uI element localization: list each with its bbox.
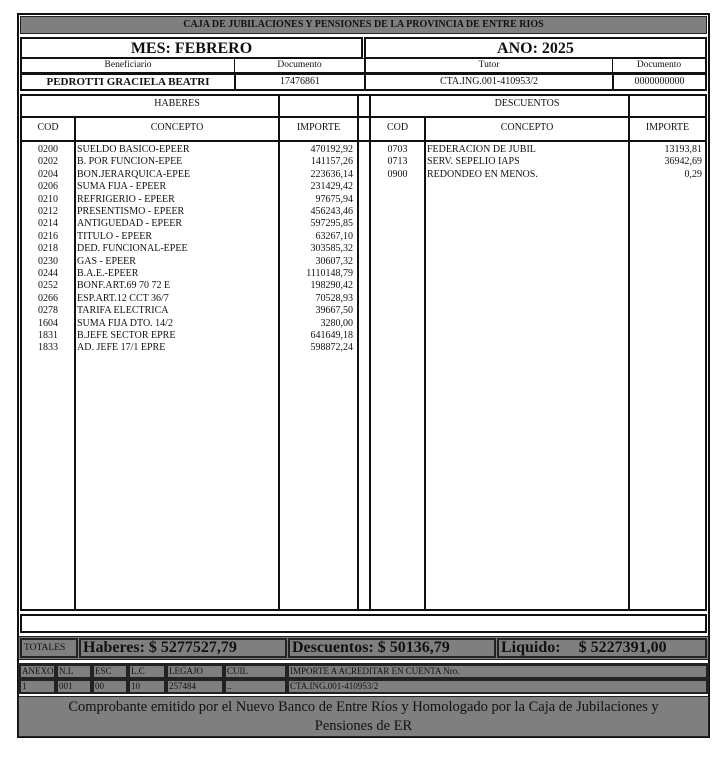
footer-note: Comprobante emitido por el Nuevo Banco de Entre Ríos y Homologado por la Caja de Jubilaciones y Pensiones de ER <box>18 696 709 737</box>
haberes-importe: 303585,32 <box>310 243 353 255</box>
blank-row <box>20 614 707 633</box>
anexo-header: N.L <box>56 664 92 679</box>
haberes-importe: 223636,14 <box>310 168 353 180</box>
haberes-cod: 0216 <box>38 230 58 242</box>
total-haberes: Haberes: $ 5277527,79 <box>79 638 287 658</box>
totals-label: TOTALES <box>20 638 78 658</box>
haberes-importe: 1110148,79 <box>306 268 353 279</box>
anexo-header: IMPORTE A ACREDITAR EN CUENTA Nro. <box>287 664 708 679</box>
haberes-cod: 0230 <box>38 255 58 267</box>
tutor-value: CTA.ING.001-410953/2 <box>439 76 539 87</box>
haberes-cod: 0278 <box>38 305 58 317</box>
haberes-col-cod: COD <box>37 122 59 133</box>
descuentos-cod: 0900 <box>387 168 408 180</box>
descuentos-importe: 13193,81 <box>664 144 702 155</box>
haberes-col-importe: IMPORTE <box>296 122 341 133</box>
descuentos-concepto: SERV. SEPELIO IAPS <box>427 156 520 168</box>
totals-bar <box>18 636 709 660</box>
haberes-cod: 0210 <box>38 193 58 205</box>
label-documento: Documento <box>277 60 322 70</box>
haberes-concepto: B.A.E.-EPEER <box>77 268 139 279</box>
descuentos-concepto: REDONDEO EN MENOS. <box>427 168 538 180</box>
haberes-cod: 0202 <box>38 156 58 168</box>
haberes-concepto: ANTIGUEDAD - EPEER <box>77 218 182 230</box>
beneficiario-name: PEDROTTI GRACIELA BEATRI <box>46 76 210 88</box>
anexo-value: 10 <box>128 679 166 694</box>
anexo-value: 1 <box>19 679 56 694</box>
haberes-importe: 597295,85 <box>310 218 353 230</box>
year-box <box>364 37 707 59</box>
descuentos-cod: 0703 <box>387 144 408 155</box>
anexo-value: 257484 <box>166 679 224 694</box>
haberes-cod: 0212 <box>38 206 58 217</box>
haberes-concepto: TARIFA ELECTRICA <box>77 305 169 317</box>
haberes-importe: 470192,92 <box>310 144 353 155</box>
haberes-cod: 0218 <box>38 243 58 255</box>
anexo-header: LEGAJO <box>166 664 224 679</box>
liquido-value: $ 5227391,00 <box>578 639 667 656</box>
haberes-cod: 0244 <box>38 268 58 279</box>
anexo-value: 001 <box>56 679 92 694</box>
haberes-concepto: REFRIGERIO - EPEER <box>77 193 175 205</box>
descuentos-col-importe: IMPORTE <box>645 122 690 133</box>
anexo-header: L.C <box>128 664 166 679</box>
haberes-importe: 641649,18 <box>310 330 353 341</box>
haberes-concepto: B.JEFE SECTOR EPRE <box>77 330 176 341</box>
haberes-concepto: DED. FUNCIONAL-EPEE <box>77 243 188 255</box>
info-values-row <box>20 73 707 91</box>
anexo-header: ESC <box>92 664 128 679</box>
anexo-header: ANEXO <box>19 664 56 679</box>
descuentos-cod: 0713 <box>387 156 408 168</box>
anexo-value: .. <box>224 679 287 694</box>
haberes-cod: 0204 <box>38 168 58 180</box>
descuentos-importe: 36942,69 <box>664 156 702 168</box>
label-tutor: Tutor <box>478 60 500 70</box>
haberes-cod: 1604 <box>38 317 58 329</box>
beneficiario-documento: 17476861 <box>280 76 320 87</box>
tutor-documento: 0000000000 <box>634 76 685 87</box>
haberes-concepto: GAS - EPEER <box>77 255 136 267</box>
haberes-cod: 1831 <box>38 330 58 341</box>
info-labels-row <box>20 58 707 73</box>
anexo-table <box>18 663 709 694</box>
detail-table <box>20 94 707 611</box>
descuentos-importe: 0,29 <box>684 168 702 180</box>
haberes-importe: 70528,93 <box>315 292 353 304</box>
haberes-importe: 39667,50 <box>315 305 353 317</box>
haberes-cod: 0266 <box>38 292 58 304</box>
haberes-cod: 1833 <box>38 342 58 354</box>
descuentos-heading: DESCUENTOS <box>494 98 560 109</box>
haberes-cod: 0214 <box>38 218 58 230</box>
haberes-cod: 0252 <box>38 280 58 292</box>
haberes-cod: 0206 <box>38 181 58 193</box>
haberes-col-concepto: CONCEPTO <box>150 122 204 133</box>
haberes-concepto: PRESENTISMO - EPEER <box>77 206 185 217</box>
haberes-importe: 141157,26 <box>310 156 353 168</box>
year-label: ANO: 2025 <box>497 40 574 57</box>
descuentos-col-concepto: CONCEPTO <box>500 122 554 133</box>
anexo-value: 00 <box>92 679 128 694</box>
liquido-label: Liquido: <box>501 639 561 656</box>
haberes-concepto: TITULO - EPEER <box>77 230 152 242</box>
institution-title: CAJA DE JUBILACIONES Y PENSIONES DE LA PROVINCIA DE ENTRE RIOS <box>20 16 707 34</box>
haberes-concepto: SUELDO BASICO-EPEER <box>77 144 190 155</box>
haberes-concepto: ESP.ART.12 CCT 36/7 <box>77 292 169 304</box>
haberes-concepto: AD. JEFE 17/1 EPRE <box>77 342 166 354</box>
month-label: MES: FEBRERO <box>130 40 253 57</box>
haberes-cod: 0200 <box>38 144 58 155</box>
anexo-header: CUIL <box>224 664 287 679</box>
month-box <box>20 37 363 59</box>
haberes-importe: 198290,42 <box>310 280 353 292</box>
haberes-concepto: B. POR FUNCION-EPEE <box>77 156 183 168</box>
total-descuentos: Descuentos: $ 50136,79 <box>288 638 496 658</box>
haberes-importe: 63267,10 <box>315 230 353 242</box>
haberes-importe: 231429,42 <box>310 181 353 193</box>
haberes-heading: HABERES <box>154 98 200 109</box>
haberes-concepto: SUMA FIJA - EPEER <box>77 181 167 193</box>
total-liquido <box>497 638 707 658</box>
label-beneficiario: Beneficiario <box>104 60 152 70</box>
haberes-importe: 598872,24 <box>310 342 353 354</box>
haberes-importe: 97675,94 <box>315 193 353 205</box>
label-documento-tutor: Documento <box>636 60 682 70</box>
anexo-value: CTA.ING.001-410953/2 <box>287 679 708 694</box>
haberes-importe: 30607,32 <box>315 255 353 267</box>
haberes-importe: 456243,46 <box>310 206 353 217</box>
haberes-concepto: SUMA FIJA DTO. 14/2 <box>77 317 173 329</box>
haberes-concepto: BONF.ART.69 70 72 E <box>77 280 171 292</box>
descuentos-col-cod: COD <box>386 122 409 133</box>
descuentos-concepto: FEDERACION DE JUBIL <box>427 144 536 155</box>
haberes-importe: 3280,00 <box>320 317 353 329</box>
haberes-concepto: BON.JERARQUICA-EPEE <box>77 168 191 180</box>
